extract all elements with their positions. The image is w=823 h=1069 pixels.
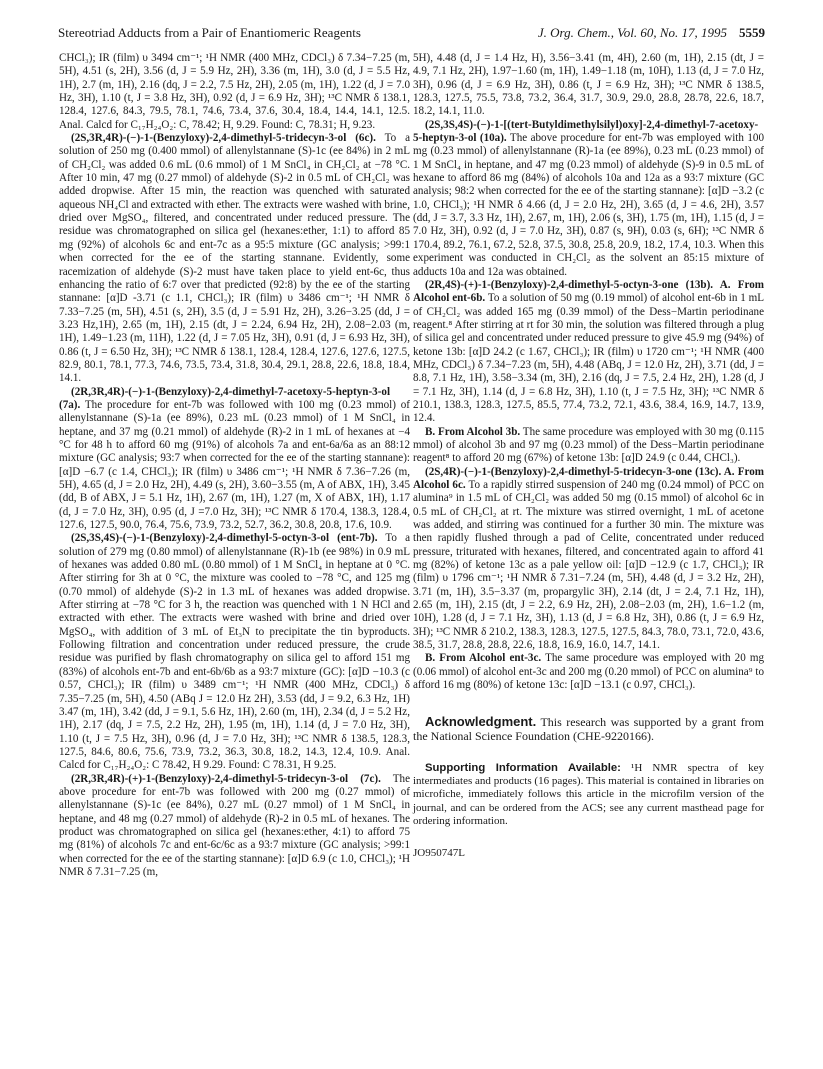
paragraph: 5H), 4.48 (d, J = 1.4 Hz, H), 3.56−3.41 (m, 4H), 2.60 (m, 1H), 2.15 (dt, J = 4.9, 7.1 Hz, 2H), 1.97−1.60 (m, 1H), 1.49−1.18 (m, 10H), 1.13 (d, J = 7.0 Hz, 3H), 0.96 (d, J = 6.9 Hz, 3H), 0.86 (t, J = 6.9 Hz, 3H); ¹³C NMR δ 138.5, 128.3, 127.5, 75.5, 73.8, 73.2, 36.4, 31.7, 30.9, 29.0, 28.8, 28.78, 22.6, 18.7, 18.2, 14.1, 11.0.	[413, 52, 764, 118]
running-header	[58, 25, 765, 45]
document-code: JO950747L	[413, 846, 465, 859]
paragraph: (2S,3R,4R)-(−)-1-(Benzyloxy)-2,4-dimethyl-5-tridecyn-3-ol (6c). To a solution of 250 mg (0.400 mmol) of allenylstannane (S)-1c (ee 84%) in 2 mL of CH₂Cl₂ was added 0.6 mL (0.6 mmol) of 1 M SnCl₄ in CH₂Cl₂ at −78 °C. After 10 min, 47 mg (0.27 mmol) of aldehyde (S)-2 in 0.5 mL of CH₂Cl₂ was added dropwise. After 15 min, the reaction was quenched with saturated aqueous NH₄Cl and extracted with ether. The extracts were washed with brine, dried over MgSO₄, filtered, and concentrated under reduced pressure. The residue was chromatographed on silica gel (hexanes:ether, 1:1) to afford 85 mg (92%) of alcohols 6c and ent-7c as a 95:5 mixture (GC analysis; >99:1 when corrected for the ee of the starting stannane. Evidently, some racemization of aldehyde (S)-2 must have taken place to yield ent-6c, thus enhancing the ratio of 6:7 over that predicted (92:8) by the ee of the starting stannane: [α]D -3.71 (c 1.1, CHCl₃); IR (film) υ 3486 cm⁻¹; ¹H NMR δ 7.33−7.25 (m, 5H), 4.51 (s, 2H), 3.5 (d, J = 5.91 Hz, 2H), 3.26−3.25 (dd, J = 3.23 Hz,1H), 2.65 (m, 1H), 2.15 (dt, J = 2.24, 6.94 Hz, 2H), 2.08−2.03 (m, 1H), 1.49−1.23 (m, 11H), 1.22 (d, J = 7.05 Hz, 3H), 0.91 (d, J = 6.93 Hz, 3H), 0.86 (t, J = 6.50 Hz, 3H); ¹³C NMR δ 138.1, 128.4, 128.4, 127.6, 127.6, 127.5, 82.9, 80.1, 78.1, 77.3, 74.6, 73.5, 73.4, 31.8, 30.4, 29.1, 28.8, 22.6, 18.8, 18.4, 14.1.	[59, 132, 410, 385]
paragraph: B. From Alcohol ent-3c. The same procedure was employed with 20 mg (0.06 mmol) of alcohol ent-3c and 200 mg (0.20 mmol) of PCC on alumina⁹ to afford 16 mg (80%) of ketone 13c: [α]D −13.1 (c 0.97, CHCl₃).	[413, 652, 764, 692]
supporting-info-heading: Supporting Information Available:	[425, 761, 621, 774]
compound-heading: (2S,3S,4S)-(−)-1-(Benzyloxy)-2,4-dimethyl-5-octyn-3-ol (ent-7b).	[71, 532, 378, 545]
paragraph: (2R,3R,4R)-(+)-1-(Benzyloxy)-2,4-dimethyl-5-tridecyn-3-ol (7c). The above procedure for ent-7b was followed with 200 mg (0.27 mmol) of allenylstannane (S)-1c (ee 84%), 0.27 mL (0.27 mmol) of 1 M SnCl₄ in heptane, and 48 mg (0.27 mmol) of aldehyde (R)-2 in 0.5 mL of hexanes. The product was chromatographed on silica gel (hexanes:ether, 4:1) to afford 75 mg (81%) of alcohols 7c and ent-6c/6c as a 93:7 mixture (GC analysis; >99:1 when corrected for the ee of the starting stannane): [α]D 6.9 (c 1.0, CHCl₃); ¹H NMR δ 7.31−7.25 (m,	[59, 772, 410, 878]
paragraph: (2S,3S,4S)-(−)-1-(Benzyloxy)-2,4-dimethyl-5-octyn-3-ol (ent-7b). To a solution of 279 mg (0.80 mmol) of allenylstannane (R)-1b (ee 98%) in 0.9 mL of hexanes was added 0.80 mL (0.80 mmol) of 1 M SnCl₄ in heptane at 0 °C. After stirring for 3h at 0 °C, the mixture was cooled to −78 °C, and 125 mg (0.70 mmol) of aldehyde (S)-2 in 1.3 mL of hexanes was added dropwise. After stirring at −78 °C for 3 h, the reaction was quenched with 1 N HCl and extracted with ether. The extracts were washed with brine and dried over MgSO₄, with addition of 3 mL of Et₃N to precipitate the tin byproducts. Following filtration and concentration under reduced pressure, the crude residue was purified by flash chromatography on silica gel to afford 151 mg (83%) of alcohols ent-7b and ent-6b/6b as a 93:7 mixture (GC): [α]D −10.3 (c 0.57, CHCl₃); IR (film) υ 3489 cm⁻¹; ¹H NMR (400 MHz, CDCl₃) δ 7.35−7.25 (m, 5H), 4.50 (ABq J = 12.0 Hz 2H), 3.53 (dd, J = 9.2, 6.3 Hz, 1H) 3.47 (m, 1H), 3.42 (dd, J = 9.1, 5.6 Hz, 1H), 2.60 (m, 1H), 2.34 (d, J = 5.2 Hz, 1H), 2.17 (dq, J = 7.5, 2.2 Hz, 2H), 1.95 (m, 1H), 1.14 (d, J = 7.0 Hz, 3H), 1.10 (t, J = 7.5 Hz, 3H), 0.96 (d, J = 7.0 Hz, 3H); ¹³C NMR δ 138.5, 128.3, 127.5, 84.6, 80.6, 75.6, 73.9, 73.2, 36.3, 30.8, 18.2, 14.3, 12.4, 10.9. Anal. Calcd for C₁₇H₂₄O₂: C 78.42, H 9.29. Found: C 78.31, H 9.25.	[59, 532, 410, 772]
acknowledgment: Acknowledgment. This research was supported by a grant from the National Science Foundation (CHE-9220166).	[413, 713, 764, 743]
paragraph: B. From Alcohol 3b. The same procedure was employed with 30 mg (0.115 mmol) of alcohol 3b and 97 mg (0.23 mmol) of the Dess−Martin periodinane reagent⁸ to afford 20 mg (67%) of ketone 13b: [α]D 24.9 (c 0.44, CHCl₃).	[413, 425, 764, 465]
compound-heading: (2R,3R,4R)-(−)-1-(Benzyloxy)-2,4-dimethyl-7-acetoxy-5-heptyn-3-ol (7a).	[59, 385, 391, 411]
paragraph: (2R,3R,4R)-(−)-1-(Benzyloxy)-2,4-dimethyl-7-acetoxy-5-heptyn-3-ol (7a). The procedure for ent-7b was followed with 100 mg (0.23 mmol) of allenylstannane (S)-1a (ee 89%), 0.23 mL (0.23 mmol) of 1 M SnCl₄ in heptane, and 37 mg (0.21 mmol) of aldehyde (R)-2 in 1 mL of hexanes at −4 °C for 48 h to afford 60 mg (91%) of alcohols 7a and ent-6a/6a as an 88:12 mixture (GC analysis; 93:7 when corrected for the ee of the starting stannane): [α]D −6.7 (c 1.4, CHCl₃); IR (film) υ 3486 cm⁻¹; ¹H NMR δ 7.36−7.26 (m, 5H), 4.65 (d, J = 2.0 Hz, 2H), 4.49 (s, 2H), 3.60−3.55 (m, A of ABX, 1H), 3.45 (dd, B of ABX, J = 5.1 Hz, 1H), 2.67 (m, 1H), 1.27 (m, X of ABX, 1H), 1.17 (d, J = 7.0 Hz, 3H), 0.95 (d, J =7.0 Hz, 3H); ¹³C NMR δ 170.4, 138.3, 128.4, 127.6, 127.5, 90.0, 76.4, 75.6, 73.9, 73.2, 52.7, 36.2, 30.8, 20.8, 17.6, 10.9.	[59, 385, 410, 532]
supporting-information: Supporting Information Available: ¹H NMR spectra of key intermediates and products (16 pages). This material is contained in libraries on microfiche, immediately follows this article in the microfilm version of the journal, and can be ordered from the ACS; see any current masthead page for ordering information.	[413, 761, 764, 828]
paragraph: (2R,4S)-(+)-1-(Benzyloxy)-2,4-dimethyl-5-octyn-3-one (13b). A. From Alcohol ent-6b. To a solution of 50 mg (0.19 mmol) of alcohol ent-6b in 1 mL of CH₂Cl₂ was added 165 mg (0.39 mmol) of the Dess−Martin periodinane reagent.⁸ After stirring at rt for 30 min, the solution was filtered through a plug of silica gel and concentrated under reduced pressure to give 45.9 mg (94%) of ketone 13b: [α]D 24.2 (c 1.67, CHCl₃); IR (film) υ 1720 cm⁻¹; ¹H NMR (400 MHz, CDCl₃) δ 7.34−7.23 (m, 5H), 4.48 (ABq, J = 12.0 Hz, 2H), 3.71 (dd, J = 8.8, 7.1 Hz, 1H), 3.58−3.34 (m, 3H), 2.16 (dq, J = 7.5, 2.4 Hz, 2H), 1.28 (d, J = 7.1 Hz, 3H), 1.14 (d, J = 6.8 Hz, 3H), 1.10 (t, J = 7.5 Hz, 3H); ¹³C NMR δ 210.1, 138.3, 128.3, 127.5, 85.5, 77.4, 73.2, 72.1, 43.6, 38.4, 16.9, 14.7, 13.9, 12.4.	[413, 278, 765, 425]
paragraph: (2S,3S,4S)-(−)-1-[(tert-Butyldimethylsilyl)oxy]-2,4-dimethyl-7-acetoxy-5-heptyn-3-ol (10a). The above procedure for ent-7b was employed with 100 mg (0.23 mmol) of allenylstannane (R)-1a (ee 89%), 0.23 mL (0.23 mmol) of 1 M SnCl₄ in heptane, and 47 mg (0.23 mmol) of aldehyde (S)-9 in 0.5 mL of hexane to afford 86 mg (84%) of alcohols 10a and 12a as a 93:7 mixture (GC analysis; 98:2 when corrected for the ee of the starting stannane): [α]D −3.2 (c 1.0, CHCl₃); ¹H NMR δ 4.66 (d, J = 2.0 Hz, 2H), 3.65 (d, J = 4.6, 2H), 3.57 (dd, J = 3.7, 3.3 Hz, 1H), 2.67, m, 1H), 2.06 (s, 3H), 1.75 (m, 1H), 1.15 (d, J = 7.0 Hz, 3H), 0.92 (d, J = 7.0 Hz, 3H), 0.87 (s, 9H), 0.03 (s, 6H); ¹³C NMR δ 170.4, 89.2, 76.1, 67.2, 52.8, 37.5, 30.8, 25.8, 20.9, 18.2, 17.4, 10.3. When this experiment was conducted in CH₂Cl₂ as the solvent an 85:15 mixture of adducts 10a and 12a was obtained.	[413, 118, 764, 278]
journal-name: J. Org. Chem., Vol. 60, No. 17, 1995	[537, 25, 727, 40]
left-column	[59, 52, 410, 879]
page-number: 5559	[739, 25, 765, 40]
compound-heading: B. From Alcohol ent-3c.	[425, 652, 542, 665]
compound-heading: (2S,4R)-(−)-1-(Benzyloxy)-2,4-dimethyl-5-tridecyn-3-one (13c). A. From Alcohol 6c.	[413, 465, 764, 491]
running-title: Stereotriad Adducts from a Pair of Enantiomeric Reagents	[58, 25, 361, 40]
compound-heading: (2S,3R,4R)-(−)-1-(Benzyloxy)-2,4-dimethyl-5-tridecyn-3-ol (6c).	[71, 132, 376, 145]
compound-heading: B. From Alcohol 3b.	[425, 425, 521, 438]
compound-heading: (2R,3R,4R)-(+)-1-(Benzyloxy)-2,4-dimethyl-5-tridecyn-3-ol (7c).	[71, 772, 381, 785]
journal-citation	[538, 25, 765, 45]
paragraph: (2S,4R)-(−)-1-(Benzyloxy)-2,4-dimethyl-5-tridecyn-3-one (13c). A. From Alcohol 6c. To a rapidly stirred suspension of 240 mg (0.24 mmol) of PCC on alumina⁹ in 1.5 mL of CH₂Cl₂ was added 50 mg (0.15 mmol) of alcohol 6c in 0.5 mL of CH₂Cl₂ at rt. The mixture was stirred overnight, 1 mL of acetone was added, and stirring was continued for a further 30 min. The mixture was then rapidly flushed through a pad of Celite, concentrated under reduced pressure, triturated with hexanes, filtered, and concentrated again to afford 41 mg (82%) of ketone 13c as a pale yellow oil: [α]D −12.9 (c 1.7, CHCl₃); IR (film) υ 1796 cm⁻¹; ¹H NMR δ 7.31−7.24 (m, 5H), 4.48 (d, J = 3.2 Hz, 2H), 3.71 (m, 1H), 3.5−3.37 (m, propargylic 3H), 2.14 (dt, J = 2.4, 7.1 Hz, 1H), 2.65 (m, 1H), 2.15 (dt, J = 2.2, 6.9 Hz, 2H), 2.08−2.03 (m, 2H), 1.6−1.2 (m, 10H), 1.28 (d, J = 7.1 Hz, 3H), 1.13 (d, J = 6.8 Hz, 3H), 0.86 (t, J = 6.9 Hz, 3H); ¹³C NMR δ 210.2, 138.3, 128.3, 127.5, 127.5, 84.3, 78.0, 73.1, 72.0, 43.6, 38.5, 31.7, 28.8, 28.8, 22.6, 18.8, 16.9, 16.0, 14.7, 14.1.	[413, 465, 764, 652]
paragraph: CHCl₃); IR (film) υ 3494 cm⁻¹; ¹H NMR (400 MHz, CDCl₃) δ 7.34−7.25 (m, 5H), 4.51 (s, 2H), 3.56 (d, J = 5.9 Hz, 2H), 3.36 (m, 1H), 3.0 (d, J = 5.5 Hz, 1H), 2.7 (m, 1H), 2.16 (dq, J = 2.2, 7.5 Hz, 2H), 2.05 (m, 1H), 1.22 (d, J = 7.0 Hz, 3H), 1.10 (t, J = 3.8 Hz, 3H), 0.92 (d, J = 6.9 Hz, 3H); ¹³C NMR δ 138.1, 128.4, 127.6, 84.3, 79.5, 78.1, 74.6, 73.4, 37.6, 30.4, 18.4, 14.4, 14.1, 12.5. Anal. Calcd for C₁₇H₂₄O₂: C, 78.42; H, 9.29. Found: C, 78.31; H, 9.23.	[59, 52, 410, 131]
acknowledgment-heading: Acknowledgment.	[425, 713, 537, 729]
compound-heading: (2R,4S)-(+)-1-(Benzyloxy)-2,4-dimethyl-5-octyn-3-one (13b). A. From Alcohol ent-6b.	[413, 278, 764, 305]
compound-heading: (2S,3S,4S)-(−)-1-[(tert-Butyldimethylsilyl)oxy]-2,4-dimethyl-7-acetoxy-5-heptyn-3-ol (10a).	[413, 118, 759, 145]
right-column	[413, 52, 764, 860]
